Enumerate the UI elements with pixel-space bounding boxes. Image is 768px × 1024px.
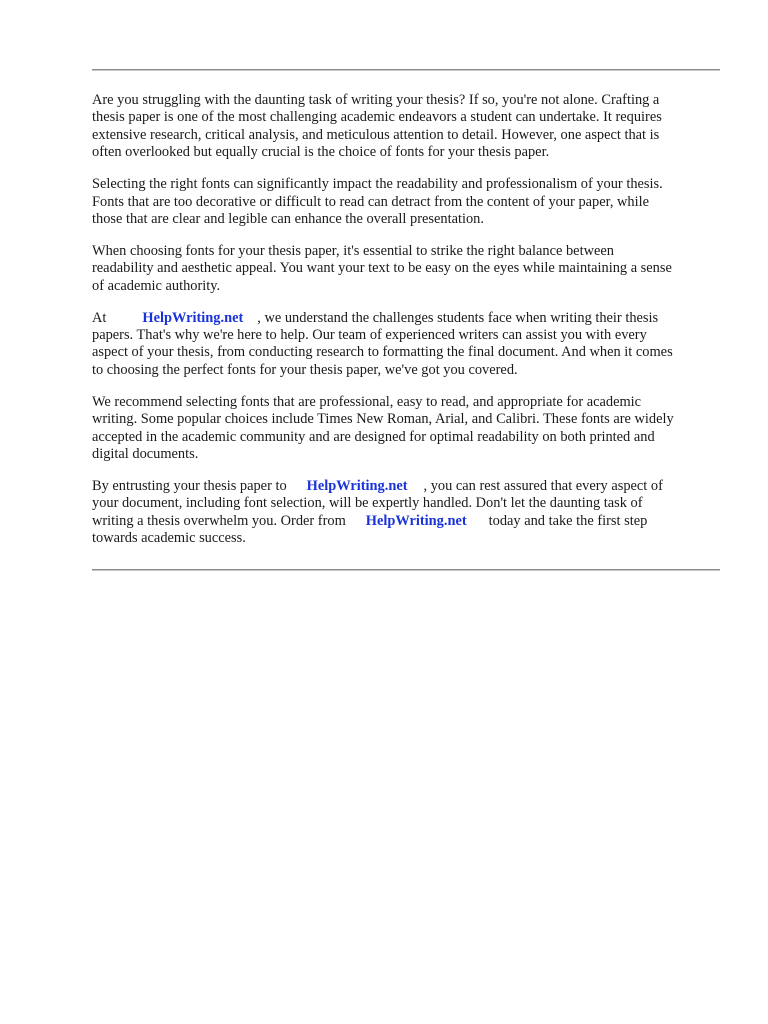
paragraph-4-line-3: aspect of your thesis, from conducting research to formatting the final document. And when it comes — [92, 344, 673, 361]
document-body — [92, 92, 722, 562]
helpwriting-link-2[interactable]: HelpWriting.net — [306, 477, 408, 494]
paragraph-4 — [92, 310, 722, 380]
paragraph-5-line-3: accepted in the academic community and are designed for optimal readability on both printed and — [92, 428, 655, 445]
paragraph-5-line-4: digital documents. — [92, 445, 199, 462]
bottom-divider — [92, 569, 720, 571]
paragraph-2-line-1: Selecting the right fonts can significantly impact the readability and professionalism of your thesis. — [92, 176, 663, 193]
top-divider — [92, 69, 720, 71]
paragraph-3 — [92, 243, 722, 295]
paragraph-6-lead-text: By entrusting your thesis paper to — [92, 477, 287, 494]
paragraph-6-line-1 — [92, 478, 722, 495]
paragraph-1-line-4: often overlooked but equally crucial is the choice of fonts for your thesis paper. — [92, 144, 550, 161]
paragraph-4-line-1 — [92, 310, 722, 327]
paragraph-1-line-2: thesis paper is one of the most challenging academic endeavors a student can undertake. It requires — [92, 109, 662, 126]
paragraph-6-line-2: your document, including font selection, will be expertly handled. Don't let the daunting task of — [92, 495, 643, 512]
paragraph-4-line-2: papers. That's why we're here to help. Our team of experienced writers can assist you with every — [92, 326, 647, 343]
helpwriting-link-3[interactable]: HelpWriting.net — [365, 512, 467, 529]
paragraph-5-line-1: We recommend selecting fonts that are professional, easy to read, and appropriate for academic — [92, 393, 642, 410]
paragraph-4-lead-text: At — [92, 309, 107, 326]
paragraph-1-line-3: extensive research, critical analysis, and meticulous attention to detail. However, one aspect that is — [92, 126, 660, 143]
paragraph-5-line-2: writing. Some popular choices include Times New Roman, Arial, and Calibri. These fonts are widely — [92, 411, 674, 428]
paragraph-6-line-3 — [92, 513, 722, 530]
paragraph-3-line-1: When choosing fonts for your thesis paper, it's essential to strike the right balance between — [92, 242, 614, 259]
paragraph-6-line-4: towards academic success. — [92, 530, 246, 547]
paragraph-6-order-text: writing a thesis overwhelm you. Order from — [92, 512, 346, 529]
paragraph-4-line-4: to choosing the perfect fonts for your thesis paper, we've got you covered. — [92, 361, 518, 378]
paragraph-3-line-3: of academic authority. — [92, 277, 221, 294]
paragraph-1-line-1: Are you struggling with the daunting task of writing your thesis? If so, you're not alone. Crafting a — [92, 92, 660, 108]
paragraph-1 — [92, 92, 722, 162]
paragraph-6-today-text: today and take the first step — [488, 512, 648, 529]
paragraph-2-line-2: Fonts that are too decorative or difficult to read can detract from the content of your paper, while — [92, 193, 649, 210]
helpwriting-link-1[interactable]: HelpWriting.net — [142, 309, 244, 326]
paragraph-2-line-3: those that are clear and legible can enhance the overall presentation. — [92, 210, 484, 227]
paragraph-5 — [92, 394, 722, 464]
paragraph-2 — [92, 176, 722, 228]
paragraph-6-trail-text: , you can rest assured that every aspect of — [423, 477, 663, 494]
paragraph-3-line-2: readability and aesthetic appeal. You want your text to be easy on the eyes while maintaining a sense — [92, 260, 672, 277]
paragraph-4-trail-text: , we understand the challenges students face when writing their thesis — [257, 309, 659, 326]
paragraph-6 — [92, 478, 722, 548]
